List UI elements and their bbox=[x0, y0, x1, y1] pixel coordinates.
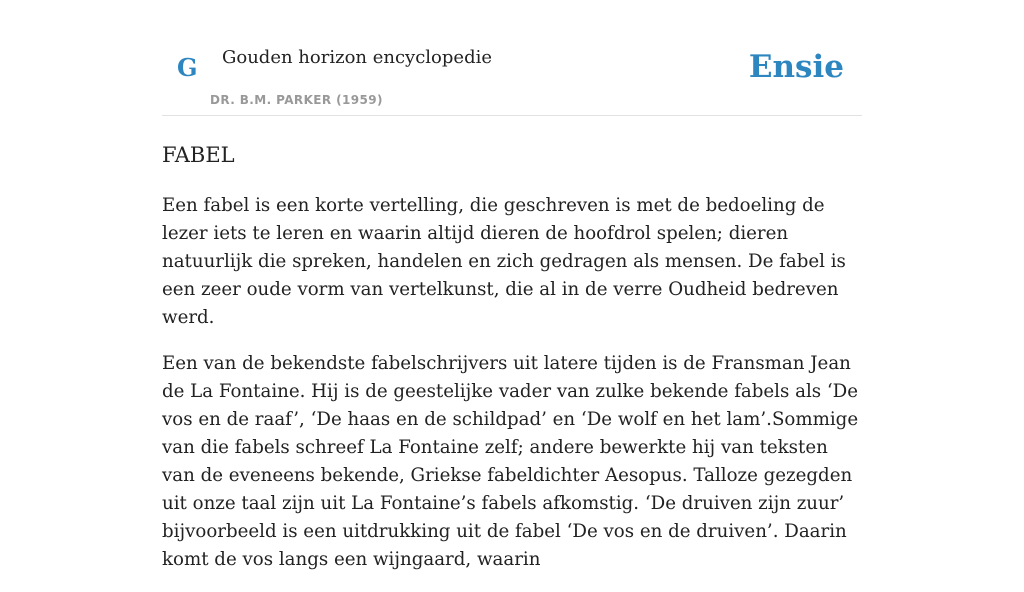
ensie-logo-link[interactable]: Ensie bbox=[748, 49, 844, 85]
article-body bbox=[162, 192, 862, 592]
content-container bbox=[162, 0, 862, 570]
entry-title: FABEL bbox=[162, 143, 235, 167]
book-author: DR. B.M. PARKER (1959) bbox=[210, 93, 383, 107]
header bbox=[162, 0, 862, 116]
book-logo-icon[interactable]: G bbox=[177, 53, 198, 82]
paragraph: Een van de bekendste fabelschrijvers uit latere tijden is de Fransman Jean de La Fontaine. Hij is de geestelijke vader van zulke bekende fabels als ‘De vos en de raaf’, ‘De haas en de schildpad’ en ‘De wolf en het lam’.Sommige van die fabels schreef La Fontaine zelf; andere bewerkte hij van teksten van de eveneens bekende, Griekse fabeldichter Aesopus. Talloze gezegden uit onze taal zijn uit La Fontaine’s fabels afkomstig. ‘De druiven zijn zuur’ bijvoorbeeld is een uitdrukking uit de fabel ‘De vos en de druiven’. Daarin komt de vos langs een wijngaard, waarin bbox=[162, 353, 859, 570]
book-title-link[interactable]: Gouden horizon encyclopedie bbox=[222, 47, 492, 68]
paragraph: Een fabel is een korte vertelling, die geschreven is met de bedoeling de lezer iets te leren en waarin altijd dieren de hoofdrol spelen; dieren natuurlijk die spreken, handelen en zich gedragen als mensen. De fabel is een zeer oude vorm van vertelkunst, die al in de verre Oudheid bedreven werd. bbox=[162, 195, 846, 328]
